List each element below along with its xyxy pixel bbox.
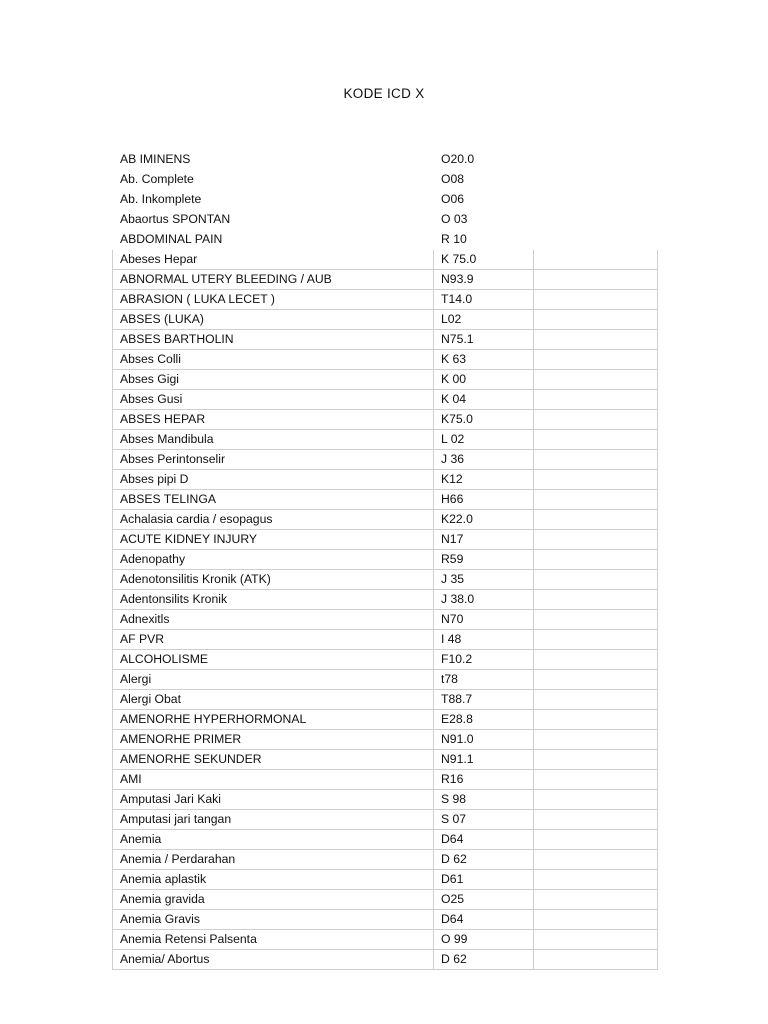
icd-code-cell: N75.1 — [434, 330, 534, 350]
empty-cell — [534, 190, 658, 210]
table-row — [113, 730, 658, 750]
icd-code-cell: O 03 — [441, 212, 468, 226]
empty-cell — [534, 410, 658, 430]
empty-cell — [534, 690, 658, 710]
empty-cell — [534, 750, 658, 770]
icd-code-cell: O25 — [434, 890, 534, 910]
diagnosis-name-cell: Adentonsilits Kronik — [113, 590, 434, 610]
table-row — [113, 150, 658, 170]
icd-code-cell: S 98 — [434, 790, 534, 810]
table-row — [113, 710, 658, 730]
empty-cell — [534, 430, 658, 450]
icd-code-cell: K 00 — [434, 370, 534, 390]
diagnosis-name-cell: Anemia/ Abortus — [113, 950, 434, 970]
icd-code-cell: L 02 — [434, 430, 534, 450]
icd-code-cell: K75.0 — [434, 410, 534, 430]
table-row — [113, 870, 658, 890]
diagnosis-name-cell: Adenotonsilitis Kronik (ATK) — [113, 570, 434, 590]
diagnosis-name-cell: Anemia / Perdarahan — [113, 850, 434, 870]
icd-code-cell: D 62 — [434, 950, 534, 970]
empty-cell — [534, 850, 658, 870]
diagnosis-name-cell: Abses Colli — [113, 350, 434, 370]
table-row — [113, 250, 658, 270]
diagnosis-name-cell: Amputasi jari tangan — [113, 810, 434, 830]
table-row — [113, 310, 658, 330]
table-row — [113, 550, 658, 570]
table-row — [113, 610, 658, 630]
diagnosis-name-cell: Ab. Inkomplete — [120, 192, 202, 206]
icd-code-cell: E28.8 — [434, 710, 534, 730]
diagnosis-name-cell: Abeses Hepar — [113, 250, 434, 270]
diagnosis-name-cell: Alergi Obat — [113, 690, 434, 710]
table-row — [113, 170, 658, 190]
empty-cell — [534, 630, 658, 650]
icd-code-cell: I 48 — [434, 630, 534, 650]
empty-cell — [534, 450, 658, 470]
empty-cell — [534, 470, 658, 490]
diagnosis-name-cell: Abses Gusi — [113, 390, 434, 410]
diagnosis-name-cell: ABDOMINAL PAIN — [120, 232, 223, 246]
diagnosis-name-cell: Achalasia cardia / esopagus — [113, 510, 434, 530]
empty-cell — [534, 890, 658, 910]
table-row — [113, 410, 658, 430]
icd-code-cell: D64 — [434, 830, 534, 850]
diagnosis-name-cell: ABSES TELINGA — [113, 490, 434, 510]
icd-code-cell: R59 — [434, 550, 534, 570]
diagnosis-name-cell: ABSES BARTHOLIN — [113, 330, 434, 350]
table-row — [113, 670, 658, 690]
empty-cell — [534, 730, 658, 750]
diagnosis-name-cell: Abses pipi D — [113, 470, 434, 490]
diagnosis-name-cell: AB IMINENS — [120, 152, 191, 166]
diagnosis-name-cell: Abses Perintonselir — [113, 450, 434, 470]
icd-code-cell: K 04 — [434, 390, 534, 410]
diagnosis-name-cell: Abaortus SPONTAN — [120, 212, 231, 226]
empty-cell — [534, 870, 658, 890]
icd-code-cell: D64 — [434, 910, 534, 930]
table-row — [113, 810, 658, 830]
table-row — [113, 510, 658, 530]
table-row — [113, 290, 658, 310]
icd-code-cell: K12 — [434, 470, 534, 490]
diagnosis-name-cell: ABRASION ( LUKA LECET ) — [113, 290, 434, 310]
empty-cell — [534, 210, 658, 230]
diagnosis-name-cell: AMENORHE HYPERHORMONAL — [113, 710, 434, 730]
diagnosis-name-cell: Abses Gigi — [113, 370, 434, 390]
table-row — [113, 930, 658, 950]
icd-code-cell: T14.0 — [434, 290, 534, 310]
empty-cell — [534, 770, 658, 790]
diagnosis-name-cell: ACUTE KIDNEY INJURY — [113, 530, 434, 550]
icd-code-cell: N91.0 — [434, 730, 534, 750]
table-row — [113, 770, 658, 790]
empty-cell — [534, 290, 658, 310]
table-row — [113, 830, 658, 850]
icd-code-cell: F10.2 — [434, 650, 534, 670]
empty-cell — [534, 910, 658, 930]
table-row — [113, 690, 658, 710]
icd-code-cell: L02 — [434, 310, 534, 330]
diagnosis-name-cell: Anemia Gravis — [113, 910, 434, 930]
icd-code-cell: K 63 — [434, 350, 534, 370]
table-row — [113, 430, 658, 450]
empty-cell — [534, 250, 658, 270]
table-row — [113, 270, 658, 290]
table-row — [113, 950, 658, 970]
empty-cell — [534, 670, 658, 690]
table-row — [113, 530, 658, 550]
icd-code-cell: N93.9 — [434, 270, 534, 290]
table-row — [113, 650, 658, 670]
empty-cell — [534, 830, 658, 850]
empty-cell — [534, 170, 658, 190]
page-title: KODE ICD X — [343, 86, 425, 101]
table-row — [113, 750, 658, 770]
table-row — [113, 910, 658, 930]
empty-cell — [534, 950, 658, 970]
diagnosis-name-cell: Alergi — [113, 670, 434, 690]
table-row — [113, 590, 658, 610]
empty-cell — [534, 930, 658, 950]
icd-code-cell: J 35 — [434, 570, 534, 590]
empty-cell — [534, 230, 658, 250]
diagnosis-name-cell: Amputasi Jari Kaki — [113, 790, 434, 810]
icd-code-cell: K 75.0 — [434, 250, 534, 270]
diagnosis-name-cell: Anemia Retensi Palsenta — [113, 930, 434, 950]
icd-code-cell: J 38.0 — [434, 590, 534, 610]
table-row — [113, 790, 658, 810]
diagnosis-name-cell: AMENORHE PRIMER — [113, 730, 434, 750]
empty-cell — [534, 550, 658, 570]
empty-cell — [534, 790, 658, 810]
table-row — [113, 370, 658, 390]
empty-cell — [534, 610, 658, 630]
diagnosis-name-cell: Anemia aplastik — [113, 870, 434, 890]
icd-code-cell: O20.0 — [441, 152, 475, 166]
empty-cell — [534, 650, 658, 670]
icd-table-body — [113, 150, 658, 970]
diagnosis-name-cell: AMI — [113, 770, 434, 790]
empty-cell — [534, 350, 658, 370]
empty-cell — [534, 590, 658, 610]
table-row — [113, 490, 658, 510]
diagnosis-name-cell: Anemia — [113, 830, 434, 850]
empty-cell — [534, 390, 658, 410]
icd-code-cell: T88.7 — [434, 690, 534, 710]
diagnosis-name-cell: AMENORHE SEKUNDER — [113, 750, 434, 770]
table-row — [113, 390, 658, 410]
icd-code-cell: K22.0 — [434, 510, 534, 530]
table-row — [113, 350, 658, 370]
table-row — [113, 630, 658, 650]
table-row — [113, 570, 658, 590]
empty-cell — [534, 810, 658, 830]
empty-cell — [534, 310, 658, 330]
diagnosis-name-cell: ABSES HEPAR — [113, 410, 434, 430]
empty-cell — [534, 270, 658, 290]
empty-cell — [534, 530, 658, 550]
table-row — [113, 330, 658, 350]
empty-cell — [534, 150, 658, 170]
table-row — [113, 450, 658, 470]
diagnosis-name-cell: Anemia gravida — [113, 890, 434, 910]
empty-cell — [534, 710, 658, 730]
icd-code-cell: J 36 — [434, 450, 534, 470]
diagnosis-name-cell: ALCOHOLISME — [113, 650, 434, 670]
diagnosis-name-cell: Abses Mandibula — [113, 430, 434, 450]
empty-cell — [534, 330, 658, 350]
table-row — [113, 230, 658, 250]
icd-code-cell: D61 — [434, 870, 534, 890]
diagnosis-name-cell: ABSES (LUKA) — [113, 310, 434, 330]
diagnosis-name-cell: Ab. Complete — [120, 172, 194, 186]
icd-code-cell: H66 — [434, 490, 534, 510]
diagnosis-name-cell: ABNORMAL UTERY BLEEDING / AUB — [113, 270, 434, 290]
icd-code-cell: R 10 — [441, 232, 467, 246]
icd-code-cell: S 07 — [434, 810, 534, 830]
icd-code-cell: O06 — [441, 192, 465, 206]
empty-cell — [534, 510, 658, 530]
diagnosis-name-cell: Adenopathy — [113, 550, 434, 570]
icd-code-cell: t78 — [434, 670, 534, 690]
table-row — [113, 890, 658, 910]
icd-code-cell: N17 — [434, 530, 534, 550]
diagnosis-name-cell: AF PVR — [113, 630, 434, 650]
empty-cell — [534, 570, 658, 590]
diagnosis-name-cell: Adnexitls — [113, 610, 434, 630]
icd-code-cell: O 99 — [434, 930, 534, 950]
icd-code-cell: D 62 — [434, 850, 534, 870]
table-row — [113, 210, 658, 230]
empty-cell — [534, 490, 658, 510]
icd-code-cell: N91.1 — [434, 750, 534, 770]
icd-code-cell: R16 — [434, 770, 534, 790]
table-row — [113, 850, 658, 870]
icd-code-cell: N70 — [434, 610, 534, 630]
table-row — [113, 470, 658, 490]
icd-code-cell: O08 — [441, 172, 465, 186]
table-row — [113, 190, 658, 210]
icd-code-table — [112, 149, 658, 970]
empty-cell — [534, 370, 658, 390]
